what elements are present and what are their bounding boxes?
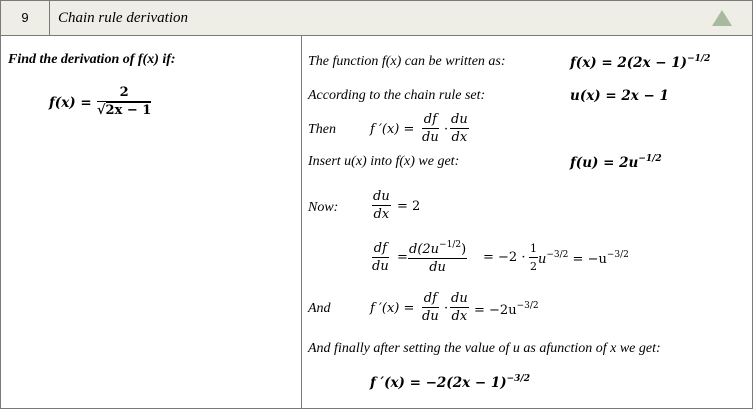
df-du-fraction-3 <box>422 290 439 325</box>
dot-operator-2: · <box>444 301 449 316</box>
sqrt-icon: √ <box>97 103 106 118</box>
fx-fraction <box>97 84 151 119</box>
du-num-4: du <box>451 291 468 306</box>
l1-exponent: −1/2 <box>687 54 711 64</box>
l6-eq2: = −u <box>568 252 607 267</box>
du-dx-fraction-3 <box>450 290 469 325</box>
dot-operator: · <box>444 122 449 137</box>
line-5-rhs: = 2 <box>397 199 421 214</box>
card-header <box>1 1 752 36</box>
line-8-text: And finally after setting the value of u as afunction of x we get: <box>308 341 661 356</box>
df-du-fraction-2 <box>372 240 389 275</box>
l6-exponent: −3/2 <box>546 250 569 260</box>
du-den-4: du <box>422 309 439 324</box>
df-num-3: df <box>423 291 437 306</box>
df-du-fraction <box>422 111 439 146</box>
du-den-3: du <box>429 260 446 275</box>
l9-base: f ′(x) = −2(2x − 1) <box>370 375 507 391</box>
line-3-lhs: f ′(x) = <box>370 122 415 137</box>
l7-exponent: −3/2 <box>516 301 539 311</box>
fx-numerator: 2 <box>97 84 151 102</box>
df-num: df <box>423 112 437 127</box>
final-result <box>370 374 530 391</box>
line-6-tail <box>538 250 629 267</box>
line-7-lhs: f ′(x) = <box>370 301 415 316</box>
half-den: 2 <box>530 260 537 273</box>
line-2-math: u(x) = 2x − 1 <box>570 88 669 104</box>
line-2-text: According to the chain rule set: <box>308 88 486 103</box>
half-fraction <box>529 240 538 275</box>
l6-u: u <box>538 252 547 267</box>
l7-base: = −2u <box>474 303 517 318</box>
collapse-triangle-icon[interactable] <box>712 10 732 26</box>
line-7-rhs <box>474 301 539 318</box>
fx-lhs: f(x) = <box>49 95 92 111</box>
du-den-2: du <box>372 259 389 274</box>
d-2u-fraction <box>408 237 467 276</box>
du-num: du <box>451 112 468 127</box>
line-1-math <box>570 54 710 71</box>
fx-denominator <box>97 102 151 119</box>
column-divider <box>301 36 302 408</box>
line-5-text: Now: <box>308 200 339 215</box>
l4-exponent: −1/2 <box>638 154 662 164</box>
du-den: du <box>422 130 439 145</box>
line-6-mid: = −2 · <box>483 250 526 265</box>
problem-statement: Find the derivation of f(x) if: <box>8 52 176 67</box>
dx-den-2: dx <box>373 207 390 222</box>
d-2u-numerator <box>408 237 467 259</box>
l9-exponent: −3/2 <box>506 374 530 384</box>
card-title: Chain rule derivation <box>58 10 188 26</box>
equals-sign: = <box>397 250 408 265</box>
du-num-2: du <box>373 189 390 204</box>
half-num: 1 <box>529 240 538 258</box>
du-dx-fraction <box>450 111 469 146</box>
item-number: 9 <box>1 1 50 35</box>
l4-base: f(u) = 2u <box>570 155 639 171</box>
l1-base: f(x) = 2(2x − 1) <box>570 55 688 71</box>
dx-den: dx <box>451 130 468 145</box>
line-4-math <box>570 154 662 171</box>
fx-radicand: 2x − 1 <box>105 103 152 118</box>
l6-num-base: d(2u <box>409 242 440 257</box>
line-1-text: The function f(x) can be written as: <box>308 54 506 69</box>
l6-exponent-2: −3/2 <box>606 250 629 260</box>
line-7-text: And <box>308 301 331 316</box>
l6-num-close: ) <box>461 242 467 257</box>
line-4-text: Insert u(x) into f(x) we get: <box>308 154 460 169</box>
line-3-text: Then <box>308 122 336 137</box>
l6-num-exponent: −1/2 <box>439 240 462 250</box>
du-dx-fraction-2 <box>372 188 391 223</box>
df-num-2: df <box>373 241 387 256</box>
dx-den-3: dx <box>451 309 468 324</box>
